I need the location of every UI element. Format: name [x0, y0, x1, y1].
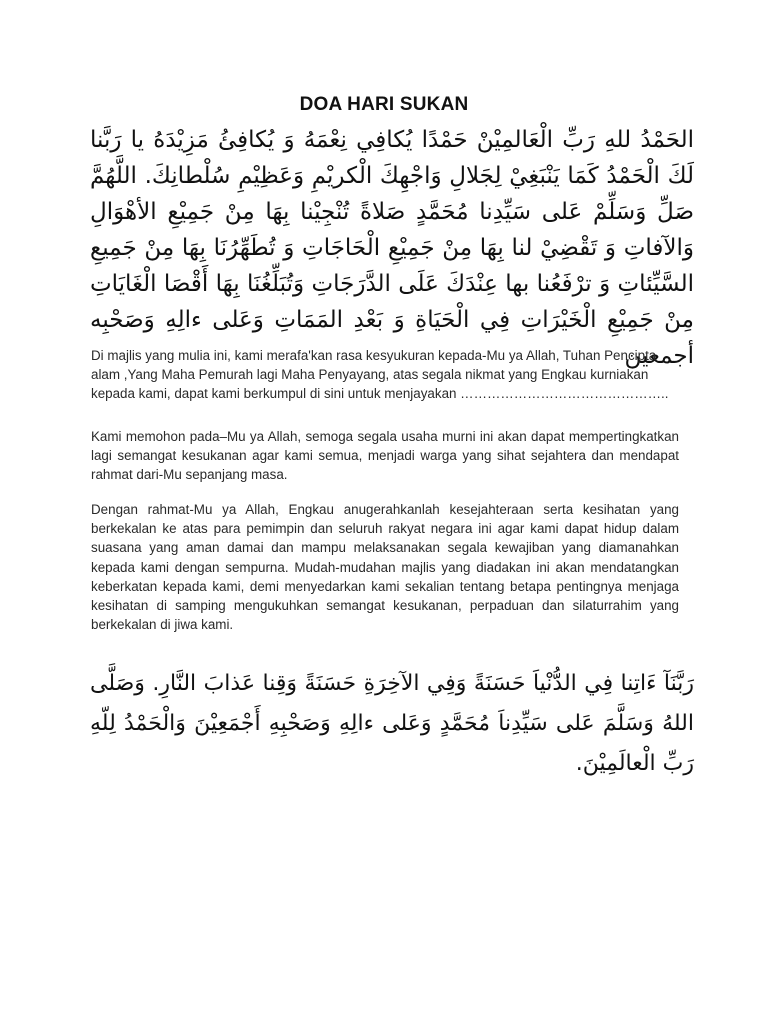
arabic-opening-prayer: الحَمْدُ للهِ رَبِّ الْعَالمِيْنْ حَمْدًا يُكافِي نِعْمَهُ وَ يُكافِئُ مَزِيْدَهُ يا رَبَّنا لَكَ الْحَمْدُ كَمَا يَنْبَغِيْ لِجَلالِ وَاجْهِكَ الْكريْمِ وَعَظِيْمِ سُلْطانِكَ. اللَّهُمَّ صَلِّ وَسَلِّمْ عَلى سَيِّدِنا مُحَمَّدٍ صَلاةً تُنْجِيْنا بِهَا مِنْ جَمِيْعِ الأهْوَالِ وَالآفاتِ وَ تَقْضِيْ لنا بِهَا مِنْ جَمِيْعِ الْحَاجَاتِ وَ تُطَهِّرُنَا بِهَا مِنْ جَمِيعِ السَّيِّئاتِ وَ ترْفَعُنا بها عِنْدَكَ عَلَى الدَّرَجَاتِ وَتُبَلِّغُنَا بِهَا أَقْصَا الْغَايَاتِ مِنْ جَمِيْعِ الْخَيْرَاتِ فِي الْحَيَاةِ وَ بَعْدِ المَمَاتِ وَعَلى ءالِهِ وَصَحْبِه أجمعين	[90, 127, 694, 369]
arabic-closing-prayer: رَبَّنَآ ءَاتِنا فِي الدُّنْياَ حَسَنَةً وَفِي الآخِرَةِ حَسَنَةً وَقِنا عَذابَ النَّارِ. وَصَلَّى اللهُ وَسَلَّمَ عَلى سَيِّدِناَ مُحَمَّدٍ وَعَلى ءالِهِ وَصَحْبِهِ أَجْمَعِيْنَ وَالْحَمْدُ لِلّهِ رَبِّ الْعالَمِيْنَ.	[90, 671, 694, 776]
paragraph-supplication: Kami memohon pada–Mu ya Allah, semoga segala usaha murni ini akan dapat mempertingkatkan lagi semangat kesukanan agar kami semua, menjadi warga yang sihat sejahtera dan mendapat rahmat dari-Mu sepanjang masa.	[91, 429, 679, 483]
page-title: DOA HARI SUKAN	[299, 94, 469, 115]
paragraph-blessing: Dengan rahmat-Mu ya Allah, Engkau anugerahkanlah kesejahteraan serta kesihatan yang berkekalan ke atas para pemimpin dan seluruh rakyat negara ini agar kami dapat hidup dalam suasana yang aman damai dan mampu melaksanakan segala kewajiban yang diamanahkan kepada kami dengan sempurna. Mudah-mudahan majlis yang diadakan ini akan mendatangkan keberkatan kepada kami, demi menyedarkan kami sekalian tentang betapa pentingnya menjaga kesihatan di samping mengukuhkan semangat kesukanan, perpaduan dan silaturrahim yang berkekalan di jiwa kami.	[91, 502, 679, 633]
paragraph-gratitude: Di majlis yang mulia ini, kami merafa'kan rasa kesyukuran kepada-Mu ya Allah, Tuhan Pencipta alam ,Yang Maha Pemurah lagi Maha Penyayang, atas segala nikmat yang Engkau kurniakan kepada kami, dapat kami berkumpul di sini untuk menjayakan ………………………………………..	[91, 348, 669, 402]
